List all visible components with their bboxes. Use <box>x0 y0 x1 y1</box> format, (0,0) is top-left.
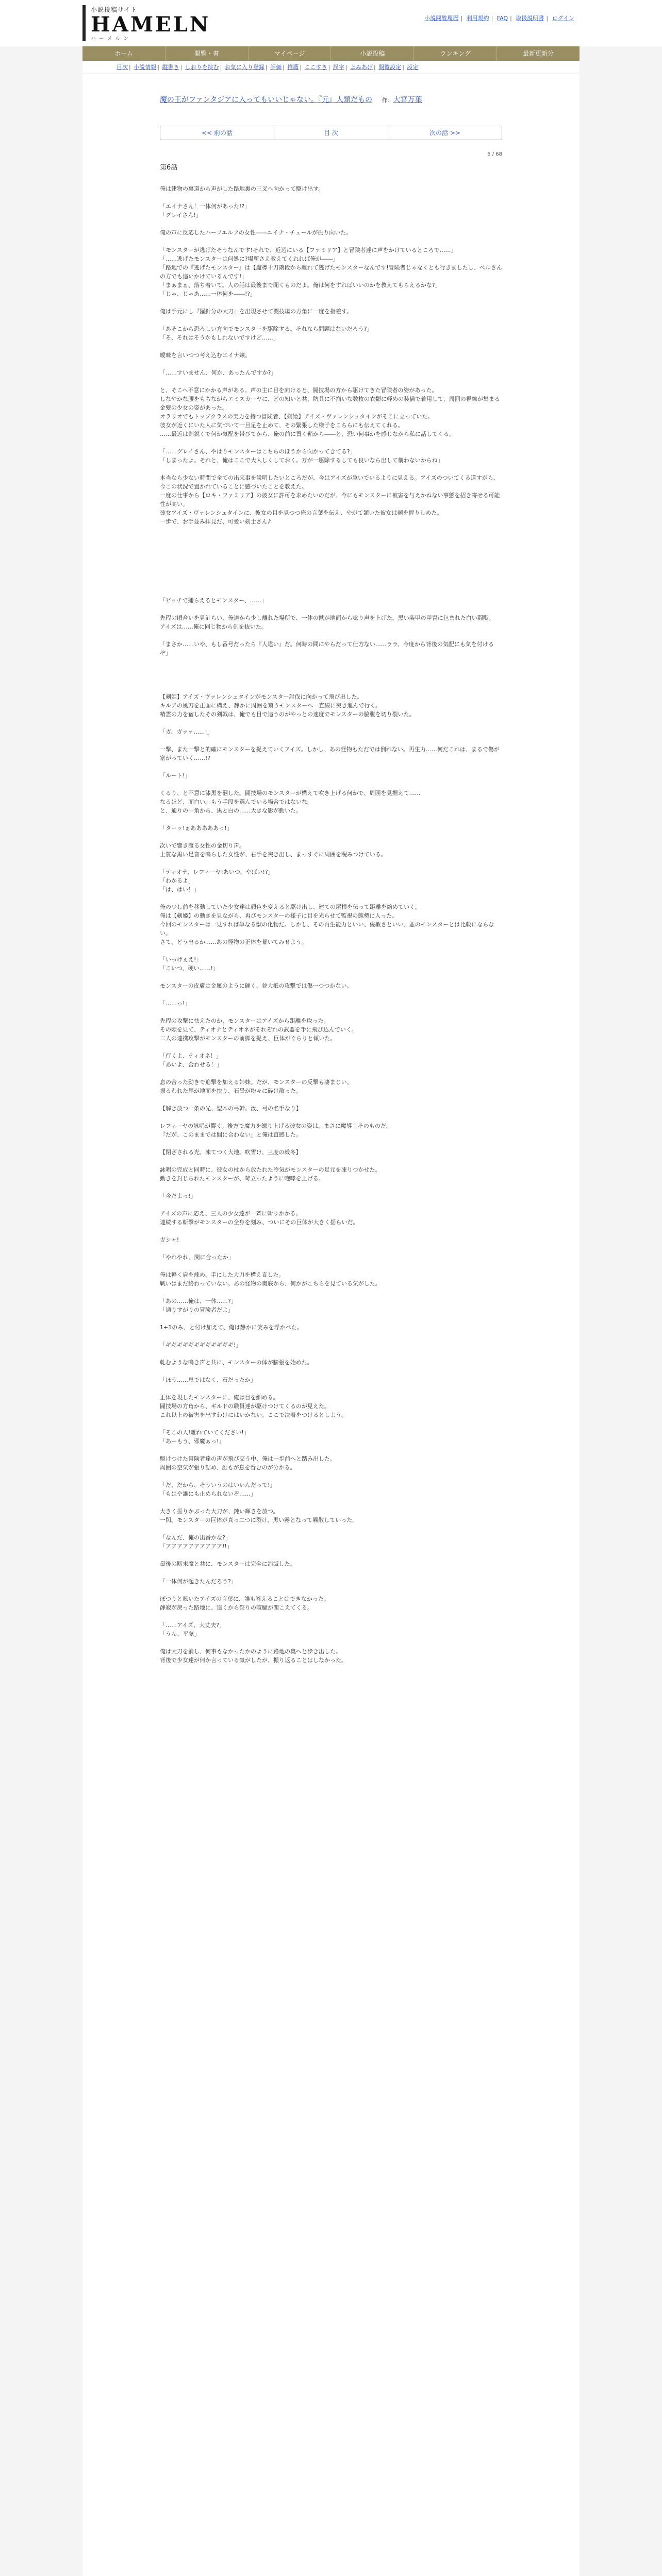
body-paragraph <box>160 544 502 552</box>
body-paragraph: 俺の声に反応したハーフエルフの女性――エイナ・チュールが振り向いた。 <box>160 229 352 236</box>
subnav-recommend[interactable]: 推薦 <box>287 64 299 71</box>
body-paragraph <box>160 1227 502 1235</box>
nav-latest[interactable]: 最新更新分 <box>523 50 554 57</box>
body-paragraph <box>160 1586 502 1595</box>
body-paragraph <box>160 552 502 561</box>
header-link-history[interactable]: 小説閲覧履歴 <box>424 15 459 22</box>
body-paragraph <box>160 438 502 447</box>
body-paragraph: その隙を見て、ティオナとティオネがそれぞれの武器を手に飛び込んでいく。 <box>160 1026 357 1033</box>
body-paragraph: 俺は大刀を消し、何事もなかったかのように路地の奥へと歩き出した。 <box>160 1648 341 1655</box>
body-paragraph: 「アアアアアアアアアア!!」 <box>160 1543 233 1550</box>
logo-kana: ハーメルン <box>91 36 132 42</box>
body-paragraph: 「だ、だから、そういうのはいいんだって!」 <box>160 1482 276 1488</box>
body-paragraph <box>160 1332 502 1341</box>
body-paragraph: 「ルート!」 <box>160 772 191 779</box>
author-label: 作： <box>382 97 393 104</box>
body-paragraph <box>160 1288 502 1297</box>
body-paragraph: 曖昧を言いつつ考え込むエイナ嬢。 <box>160 352 251 359</box>
body-paragraph <box>160 631 502 640</box>
body-paragraph <box>160 193 502 202</box>
novel-title-link[interactable]: 魔の王がファンタジアに入ってもいいじゃない。『元』人類だもの <box>160 96 373 104</box>
subnav-toc[interactable]: 目次 <box>117 64 128 71</box>
logo-subtitle: 小説投稿サイト <box>91 6 138 13</box>
body-paragraph: 「ビッチで捕らえるとモンスター、……」 <box>160 597 267 604</box>
body-paragraph: 【閉ざされる光、凍てつく大地。吹雪け、三度の厳冬】 <box>160 1149 302 1156</box>
body-paragraph: 「うん、平気」 <box>160 1631 200 1637</box>
body-paragraph: 闘技場の方角から、ギルドの職員達が駆けつけてくるのが見えた。 <box>160 1403 330 1410</box>
body-paragraph <box>160 1069 502 1078</box>
body-paragraph: 「は、はい！」 <box>160 886 200 893</box>
body-paragraph: 「あいよ、合わせる！」 <box>160 1061 222 1068</box>
header-link-terms[interactable]: 利用規約 <box>466 15 489 22</box>
body-paragraph: 「ターッ!ぁあああああっ!」 <box>160 825 233 832</box>
subnav-readaloud[interactable]: よみあげ <box>350 64 373 71</box>
body-paragraph: 最後の断末魔と共に、モンスターは完全に消滅した。 <box>160 1561 296 1567</box>
body-paragraph <box>160 1113 502 1122</box>
body-paragraph: 「今だよっ!」 <box>160 1193 196 1199</box>
nav-browse[interactable]: 閲覧・書 <box>166 46 249 61</box>
body-paragraph: 「モンスターが逃げたそうなんです!それで、近辺にいる【ファミリア】と冒険者達に声をかけているところで……」 <box>160 247 457 253</box>
body-paragraph <box>160 666 502 675</box>
body-paragraph: 一歩で、お手並み拝見だ、可愛い剣士さん♪ <box>160 518 271 525</box>
body-paragraph <box>160 990 502 999</box>
body-paragraph <box>160 316 502 325</box>
body-paragraph: 彼女アイズ・ヴァレンシュタインに、彼女の目を見つつ俺の言葉を伝え、やがて頷いた彼女は剣を握りしめた。 <box>160 510 443 516</box>
body-paragraph <box>160 237 502 246</box>
body-paragraph: 二人の連携攻撃がモンスターの前脚を捉え、巨体がぐらりと傾いた。 <box>160 1035 336 1042</box>
body-paragraph: 「あそこから恐ろしい方向でモンスターを駆除する。それなら問題はないだろう?」 <box>160 326 373 332</box>
body-paragraph <box>160 946 502 955</box>
body-paragraph: 「わかるよ」 <box>160 877 194 884</box>
body-paragraph: オラリオでもトップクラスの実力を持つ冒険者、【剣姫】アイズ・ヴァレンシュタインがそこに立っていた。 <box>160 413 434 420</box>
body-paragraph: 『だが、このままでは間に合わない』と俺は直感した。 <box>160 1131 302 1138</box>
body-paragraph: これ以上の被害を出すわけにはいかない。ここで決着をつけるとしよう。 <box>160 1412 347 1418</box>
body-paragraph: しなやかな腰をもちながらエミスカーヤに、どの知いと共、防具に不揃いな数枚の衣類に軽めの装備で着用して、周囲の視線が集まる金髪の少女の姿があった。 <box>160 396 500 411</box>
body-paragraph <box>160 465 502 473</box>
subnav-info[interactable]: 小説情報 <box>134 64 157 71</box>
body-paragraph: 「通りすがりの冒険者だよ」 <box>160 1307 234 1313</box>
body-paragraph: 「ガ、ガァァ……!」 <box>160 728 213 735</box>
body-paragraph: 「……すいません、何か、あったんですか?」 <box>160 369 277 376</box>
body-paragraph: 「ティオナ、レフィーヤ!あいつ、やばい!?」 <box>160 869 274 875</box>
body-paragraph <box>160 894 502 903</box>
body-paragraph: くるり、と不意に漆黒を翻した。闘技場のモンスターが構えて吹き上げる何かで、周囲を見据えて…… <box>160 790 421 796</box>
body-paragraph <box>160 1095 502 1104</box>
body-paragraph: 【剣姫】アイズ・ヴァレンシュタインがモンスター討伐に向かって飛び出した。 <box>160 693 363 700</box>
next-chapter-button[interactable]: 次の話 >> <box>429 129 460 137</box>
site-header <box>0 0 662 46</box>
nav-mypage[interactable]: マイページ <box>249 46 332 61</box>
body-paragraph: 「……アイズ、大丈夫?」 <box>160 1622 225 1629</box>
body-paragraph <box>160 377 502 386</box>
body-paragraph: 「路地での『逃げたモンスター』は【魔導十刀階段から離れて逃げたモンスターなんです!冒険者じゃなくとも行きましたし、ベルさんの方でも追いかけているんです!」 <box>160 264 502 280</box>
body-paragraph: レフィーヤの詠唱が響く。後方で魔力を練り上げる彼女の姿は、まさに魔導士そのものだ。 <box>160 1123 392 1129</box>
body-paragraph <box>160 1472 502 1481</box>
body-paragraph: 「まぁまぁ、落ち着いて。人の話は最後まで聞くものだよ。俺は何をすればいいのかを教えてもらえるかな?」 <box>160 282 441 289</box>
body-paragraph: 一撃、また一撃と的確にモンスターを捉えていくアイズ。しかし、あの怪物もただでは倒れない。再生力……何だこれは、まるで傷が塞がっていく……!? <box>160 746 500 761</box>
body-paragraph: 「……逃げたモンスターは何処に?場所さえ教えてくれれば俺が――」 <box>160 256 339 262</box>
page-count: 6 / 68 <box>487 151 502 157</box>
body-paragraph: 正体を現したモンスターに、俺は目を細める。 <box>160 1394 279 1401</box>
body-paragraph <box>160 1200 502 1209</box>
subnav-favorite[interactable]: お気に入り登録 <box>224 64 264 71</box>
body-paragraph <box>160 1446 502 1454</box>
body-paragraph: 「一体何が起きたんだろう?」 <box>160 1578 237 1585</box>
body-paragraph <box>160 579 502 587</box>
body-paragraph: 「しまったよ。それと、俺はここで大人しくしておく。万が一駆除するしても良いなら出して構わないからね」 <box>160 457 443 464</box>
body-paragraph: 俺は【剣姫】の動きを見ながら、再びモンスターの様子に目を光らせて監視の態勢に入った。 <box>160 912 398 919</box>
body-paragraph: 彼女が近くにいた人に気づいて一旦足を止めて、その緊張した様子をこちらにも伝えてくれる。 <box>160 422 404 429</box>
body-paragraph <box>160 1551 502 1560</box>
body-paragraph <box>160 526 502 535</box>
body-paragraph: と、そこへ不意にかかる声がある。声の主に目を向けると、闘技場の方から駆けてきた冒険者の姿があった。 <box>160 387 438 394</box>
body-paragraph <box>160 859 502 868</box>
body-paragraph: 【解き放つ一条の光、聖木の弓幹。汝、弓の名手なり】 <box>160 1105 302 1112</box>
body-paragraph: 今回のモンスターは一見すれば単なる獣の化物だ。しかし、その再生能力といい、俊敏さといい、並のモンスターとは比較にならない。 <box>160 921 494 937</box>
body-paragraph <box>160 1498 502 1507</box>
body-paragraph: 「あーもう、邪魔ぁっ!」 <box>160 1438 225 1445</box>
body-paragraph <box>160 1638 502 1647</box>
body-paragraph <box>160 815 502 824</box>
body-paragraph: 「エイナさん！一体何があった!?」 <box>160 203 251 210</box>
body-paragraph: 精霊の力を宿したその剣戟は、俺でも目で追うのがやっとの速度でモンスターの脇腹を切り裂いた。 <box>160 711 415 718</box>
body-paragraph: 「なんだ、俺の出番かな?」 <box>160 1534 231 1541</box>
header-link-faq[interactable]: FAQ <box>496 15 508 22</box>
body-paragraph <box>160 360 502 368</box>
body-paragraph <box>160 684 502 692</box>
body-paragraph: 静寂が戻った路地に、遠くから祭りの喧騒が聞こえてくる。 <box>160 1604 313 1611</box>
body-paragraph <box>160 780 502 789</box>
body-paragraph <box>160 1262 502 1270</box>
toc-button[interactable]: 目 次 <box>274 126 388 140</box>
body-paragraph: 「ほう……息ではなく、石だったか」 <box>160 1377 256 1383</box>
body-paragraph <box>160 1367 502 1376</box>
body-paragraph: 一度の仕事から【ロキ・ファミリア】の彼女に許可を求めたいのだが、今にもモンスターに被害を与えかねない事態を招き寄せる可能性が高い。 <box>160 492 500 507</box>
body-paragraph <box>160 833 502 841</box>
body-paragraph: 先程の頃合いを見計らい、俺達から少し離れた場所で、一体の獣が地面から唸り声を上げた。黒い装甲の甲冑に包まれた白い闘獣。 <box>160 615 494 621</box>
body-paragraph: 「こいつ、硬い……!」 <box>160 965 219 972</box>
subnav-typo[interactable]: 誤字 <box>333 64 344 71</box>
body-paragraph <box>160 570 502 579</box>
site-logo[interactable] <box>82 5 211 42</box>
body-paragraph: さて、どう出るか……あの怪物の正体を暴いてみせよう。 <box>160 939 307 945</box>
main-content <box>82 74 580 2576</box>
author-link[interactable]: 大宮万葉 <box>393 96 422 104</box>
body-paragraph <box>160 1568 502 1577</box>
body-paragraph <box>160 719 502 727</box>
subnav-settings[interactable]: 設定 <box>407 64 419 71</box>
body-paragraph <box>160 973 502 981</box>
body-paragraph <box>160 1043 502 1052</box>
body-paragraph: 先程の攻撃に怯えたのか、モンスターはアイズから距離を取った。 <box>160 1018 329 1024</box>
body-paragraph: と、通りの一角から、黒と白の……大きな影が動いた。 <box>160 807 302 814</box>
body-paragraph: 俺は手元にし『羅針分の大刀』を出現させて闘技場の方角に一度を指差す。 <box>160 308 353 315</box>
global-nav <box>82 46 580 61</box>
body-paragraph: なるほど、面白い。もう手段を選んでいる場合ではないな。 <box>160 799 313 805</box>
header-link-login[interactable]: ログイン <box>552 15 574 22</box>
subnav-rating[interactable]: 評価 <box>270 64 282 71</box>
body-paragraph <box>160 1008 502 1016</box>
body-paragraph: 「そこの人!離れていてください!」 <box>160 1429 250 1436</box>
body-paragraph <box>160 561 502 570</box>
body-paragraph: 「じゃ、じゃあ……一体何を――!?」 <box>160 291 256 297</box>
body-paragraph: 息の合った動きで追撃を加える姉妹。だが、モンスターの反撃も凄まじい。 <box>160 1079 353 1086</box>
body-paragraph: 俺は軽く肩を竦め、手にした大刀を構え直した。 <box>160 1272 285 1278</box>
body-paragraph: ガシャ! <box>160 1236 179 1243</box>
body-paragraph <box>160 535 502 544</box>
logo-wordmark: HAMELN <box>91 12 211 37</box>
body-paragraph <box>160 1612 502 1621</box>
body-paragraph <box>160 1419 502 1428</box>
body-paragraph <box>160 1183 502 1192</box>
body-paragraph: 駆けつけた冒険者達の声が飛び交う中、俺は一歩前へと踏み出した。 <box>160 1455 336 1462</box>
body-paragraph <box>160 762 502 771</box>
body-paragraph: 詠唱の完成と同時に、彼女の杖から放たれた冷気がモンスターの足元を凍りつかせた。 <box>160 1166 381 1173</box>
body-paragraph: 本当なら少ない時間で全ての出来事を説明したいところだが、今はアイズが急いでいるように見える。アイズのついてくる道すがら、今この状況で置かれていることに感づいたことを教えた。 <box>160 474 499 490</box>
body-paragraph <box>160 1349 502 1358</box>
header-links: 小説閲覧履歴 | 利用規約 | FAQ | 取扱説明書 | ログイン <box>424 15 574 22</box>
body-paragraph <box>160 675 502 684</box>
body-paragraph <box>160 1314 502 1323</box>
subnav-bookmark[interactable]: しおりを挟む <box>185 64 219 71</box>
body-paragraph: 「いっけぇえ!」 <box>160 956 202 963</box>
chapter-title: 第6話 <box>160 164 178 172</box>
body-paragraph: 「……っ!」 <box>160 1000 191 1007</box>
body-paragraph: 一閃。モンスターの巨体が真っ二つに裂け、黒い霧となって霧散していった。 <box>160 1517 358 1523</box>
body-paragraph: ぽつりと呟いたアイズの言葉に、誰も答えることはできなかった。 <box>160 1596 329 1602</box>
body-paragraph <box>160 298 502 307</box>
body-paragraph: アイズは……俺に同じ物から剣を抜いた。 <box>160 623 267 630</box>
body-paragraph: 「やれやれ、間に合ったか」 <box>160 1254 234 1261</box>
novel-title-row <box>160 95 422 106</box>
prev-chapter-button[interactable]: << 前の話 <box>160 126 274 140</box>
body-paragraph <box>160 1157 502 1165</box>
subnav-kokosuki[interactable]: ここすき <box>304 64 327 71</box>
body-paragraph: 俺の少し前を移動していた少女達は顔色を変えると駆け出し、建ての屋根を伝って距離を縮めていく。 <box>160 904 421 910</box>
body-paragraph: 大きく振りかぶった大刀が、鈍い輝きを放つ。 <box>160 1508 279 1515</box>
body-paragraph <box>160 1244 502 1253</box>
body-paragraph <box>160 736 502 745</box>
body-paragraph: 「あの……俺は、一体……?」 <box>160 1298 237 1304</box>
body-paragraph: 「もはや誰にも止められないぞ……」 <box>160 1490 256 1497</box>
subnav-vertical[interactable]: 縦書き <box>162 64 179 71</box>
body-paragraph <box>160 657 502 666</box>
body-paragraph: 背後で少女達が何か言っている気がしたが、振り返ることはしなかった。 <box>160 1657 347 1664</box>
body-paragraph: 連続する斬撃がモンスターの全身を刻み、ついにその巨体が大きく揺らいだ。 <box>160 1219 359 1226</box>
body-paragraph <box>160 1139 502 1148</box>
body-paragraph: ……最近は剣鋭くで何か気配を帯びてから、俺の前に置く鞘から――と、恐い何事かを感じながら私に話してくる。 <box>160 431 455 437</box>
chapter-body <box>160 184 502 1665</box>
header-link-manual[interactable]: 取扱説明書 <box>516 15 544 22</box>
body-paragraph: 戦いはまだ終わっていない。あの怪物の奥底から、何かがこちらを見ている気がした。 <box>160 1280 381 1287</box>
nav-home[interactable]: ホーム <box>82 46 166 61</box>
body-paragraph <box>160 605 502 614</box>
body-paragraph <box>160 219 502 228</box>
body-paragraph: キルアの風刀を正面に構え、静かに周囲を窺うモンスターへ一直線に突き進んで行く。 <box>160 702 381 709</box>
chapter-pager <box>160 126 502 140</box>
body-paragraph: アイズの声に応え、三人の少女達が一斉に斬りかかる。 <box>160 1210 302 1217</box>
body-paragraph: 「そ、それはそうかもしれないですけど……」 <box>160 334 279 341</box>
novel-sub-nav: 目次 | 小説情報 | 縦書き | しおりを挟む | お気に入り登録 | 評価 | 推薦 | ここすき | 誤字 | よみあげ | 閲覧設定 | 設定 <box>82 61 580 74</box>
body-paragraph: 「……グレイさん、やはりモンスターはこちらのほうから向かってきてる?」 <box>160 448 356 455</box>
body-paragraph: 周囲の空気が張り詰め、誰もが息を呑むのが分かる。 <box>160 1464 296 1471</box>
body-paragraph <box>160 587 502 596</box>
body-paragraph <box>160 1524 502 1533</box>
body-paragraph: 俺は建物の裏道から声がした路地裏の三叉へ向かって駆け出す。 <box>160 185 324 192</box>
body-paragraph: 1+1のみ、と付け加えて、俺は静かに笑みを浮かべた。 <box>160 1324 303 1331</box>
body-paragraph <box>160 342 502 351</box>
body-paragraph: 上質な黒い足音を鳴らした女性が、右手を突き出し、まっすぐに周囲を睨みつけている。 <box>160 851 387 858</box>
body-paragraph: 「まさか……いや、もし番号だったら『人違い』だ。何時の間にやらだって仕方ない……ララ、今度から背後の気配にも気を付けるぞ」 <box>160 641 494 656</box>
body-paragraph: 振るわれた尾が地面を抉り、石畳が粉々に砕け散った。 <box>160 1088 302 1094</box>
body-paragraph: 軋むような鳴き声と共に、モンスターの体が膨張を始めた。 <box>160 1359 313 1366</box>
nav-ranking[interactable]: ランキング <box>414 46 497 61</box>
body-paragraph: 動きを封じられたモンスターが、苛立ったように咆哮を上げる。 <box>160 1175 324 1182</box>
body-paragraph: 次いで響き渡る女性の金切り声。 <box>160 842 245 849</box>
body-paragraph <box>160 1384 502 1393</box>
body-paragraph: 「行くよ、ティオネ！」 <box>160 1053 222 1059</box>
body-paragraph: 「グレイさん!」 <box>160 212 202 218</box>
subnav-view-settings[interactable]: 閲覧設定 <box>378 64 402 71</box>
body-paragraph: 「ギギギギギギギギギギギギ!」 <box>160 1342 242 1348</box>
body-paragraph: モンスターの皮膚は金属のように硬く、並大抵の攻撃では傷一つつかない。 <box>160 982 353 989</box>
nav-post[interactable]: 小説投稿 <box>331 46 414 61</box>
